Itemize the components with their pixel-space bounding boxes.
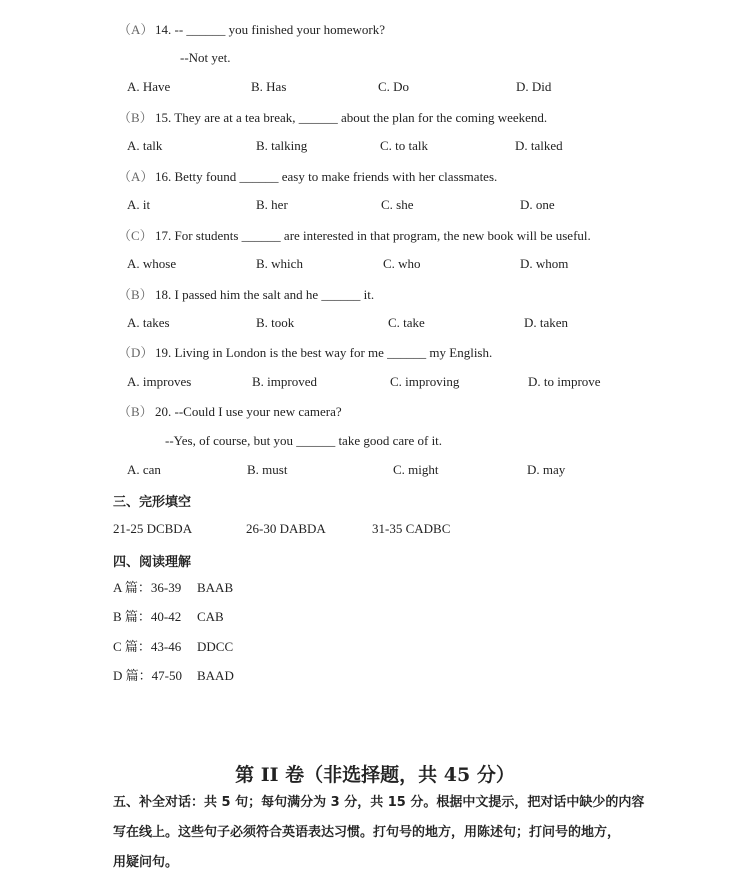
q17-answer: （C） xyxy=(118,228,153,243)
q19-option-d: D. to improve xyxy=(528,374,601,389)
q15-answer: （B） xyxy=(118,110,153,125)
q14-option-a: A. Have xyxy=(127,79,171,94)
q19-option-b: B. improved xyxy=(252,374,317,389)
q15-option-a: A. talk xyxy=(127,138,163,153)
q19-answer: （D） xyxy=(118,345,154,360)
section3-answer-3: 31-35 CADBC xyxy=(372,521,451,536)
q20-stem: 20. --Could I use your new camera? xyxy=(155,404,342,419)
section5-line-3: 用疑问句。 xyxy=(113,855,179,870)
section4-heading: 四、阅读理解 xyxy=(113,555,192,570)
section3-answer-2: 26-30 DABDA xyxy=(246,521,326,536)
q18-option-c: C. take xyxy=(388,315,425,330)
section5-line-1: 五、补全对话：共 5 句；每句满分为 3 分，共 15 分。根据中文提示，把对话中缺少的内容 xyxy=(113,795,645,810)
q14-answer: （A） xyxy=(118,22,154,37)
section5-line-2: 写在线上。这些句子必须符合英语表达习惯。打句号的地方，用陈述句；打问号的地方， xyxy=(113,825,621,840)
q20-option-a: A. can xyxy=(127,462,161,477)
section5-instructions xyxy=(113,788,653,878)
q20-sub: --Yes, of course, but you ______ take good care of it. xyxy=(165,433,443,448)
reading-a-value: BAAB xyxy=(197,580,234,595)
q18-option-a: A. takes xyxy=(127,315,170,330)
q15-option-d: D. talked xyxy=(515,138,563,153)
q19-stem: 19. Living in London is the best way for me ______ my English. xyxy=(155,345,493,360)
q19-option-c: C. improving xyxy=(390,374,460,389)
reading-b-label: B 篇：40-42 xyxy=(113,609,182,624)
q18-option-d: D. taken xyxy=(524,315,569,330)
q20-option-c: C. might xyxy=(393,462,439,477)
section3-answer-1: 21-25 DCBDA xyxy=(113,521,193,536)
q14-sub: --Not yet. xyxy=(180,50,231,65)
q17-option-a: A. whose xyxy=(127,256,177,271)
q20-option-d: D. may xyxy=(527,462,566,477)
q14-stem: 14. -- ______ you finished your homework? xyxy=(155,22,385,37)
q16-stem: 16. Betty found ______ easy to make friends with her classmates. xyxy=(155,169,498,184)
q18-option-b: B. took xyxy=(256,315,295,330)
q16-option-a: A. it xyxy=(127,197,151,212)
q17-option-c: C. who xyxy=(383,256,421,271)
reading-d-label: D 篇：47-50 xyxy=(113,668,182,683)
q14-option-c: C. Do xyxy=(378,79,410,94)
part2-title: 第 II 卷（非选择题，共 45 分） xyxy=(235,764,515,786)
q14-option-d: D. Did xyxy=(516,79,552,94)
q20-answer: （B） xyxy=(118,404,153,419)
q17-option-b: B. which xyxy=(256,256,303,271)
q16-option-d: D. one xyxy=(520,197,555,212)
q16-option-b: B. her xyxy=(256,197,288,212)
section3-heading: 三、完形填空 xyxy=(113,495,192,510)
q15-stem: 15. They are at a tea break, ______ about the plan for the coming weekend. xyxy=(155,110,548,125)
q20-option-b: B. must xyxy=(247,462,288,477)
q16-answer: （A） xyxy=(118,169,154,184)
q14-option-b: B. Has xyxy=(251,79,287,94)
reading-d-value: BAAD xyxy=(197,668,234,683)
q16-option-c: C. she xyxy=(381,197,414,212)
reading-b-value: CAB xyxy=(197,609,224,624)
reading-c-value: DDCC xyxy=(197,639,234,654)
q18-answer: （B） xyxy=(118,287,153,302)
q17-option-d: D. whom xyxy=(520,256,569,271)
q15-option-c: C. to talk xyxy=(380,138,429,153)
q18-stem: 18. I passed him the salt and he ______ it. xyxy=(155,287,375,302)
q19-option-a: A. improves xyxy=(127,374,192,389)
q15-option-b: B. talking xyxy=(256,138,308,153)
reading-a-label: A 篇：36-39 xyxy=(113,580,182,595)
q17-stem: 17. For students ______ are interested in that program, the new book will be useful. xyxy=(155,228,591,243)
reading-c-label: C 篇：43-46 xyxy=(113,639,182,654)
